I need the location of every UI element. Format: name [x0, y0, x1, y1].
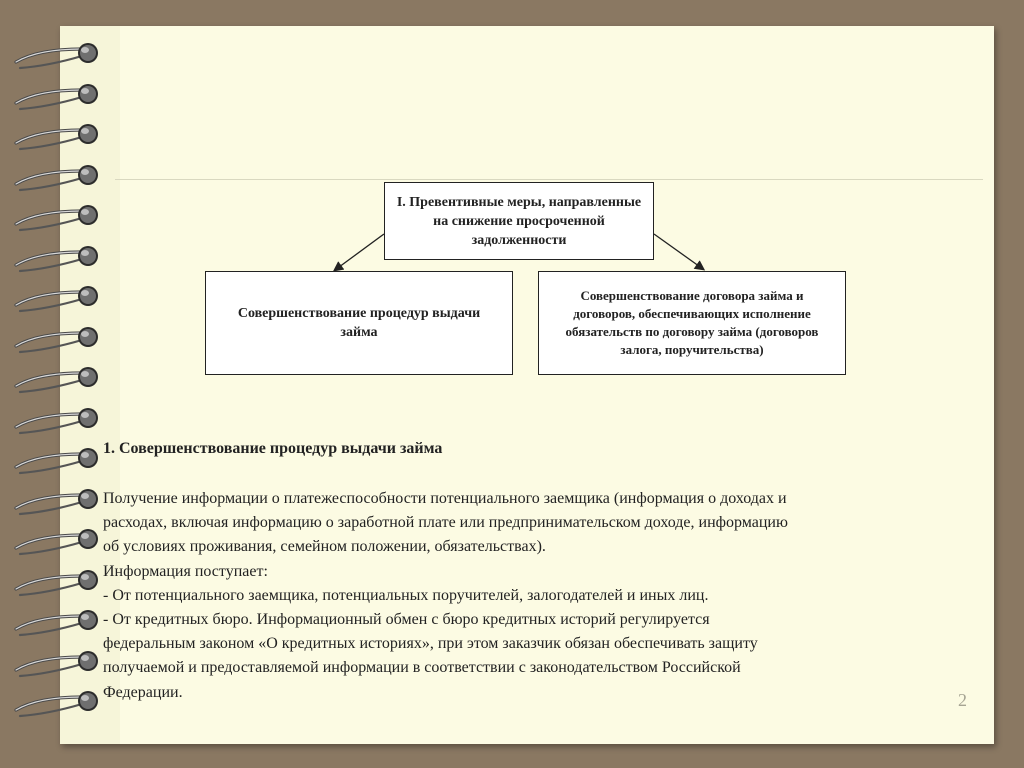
- body-line: получаемой и предоставляемой информации в соответствии с законодательством Российской: [103, 659, 741, 677]
- loan-procedures-label: Совершенствование процедур выдачи займа: [237, 306, 481, 340]
- spiral-binding-ring-icon: [8, 243, 108, 273]
- body-line: Федерации.: [103, 683, 183, 701]
- spiral-binding-ring-icon: [8, 162, 108, 192]
- spiral-binding-ring-icon: [8, 324, 108, 354]
- spiral-binding-ring-icon: [8, 688, 108, 718]
- spiral-binding-ring-icon: [8, 526, 108, 556]
- body-line: об условиях проживания, семейном положении, обязательствах).: [103, 538, 546, 556]
- spiral-binding-ring-icon: [8, 81, 108, 111]
- page-number: 2: [958, 690, 967, 710]
- spiral-binding-ring-icon: [8, 121, 108, 151]
- body-line: расходах, включая информацию о заработной плате или предпринимательском доходе, информацию: [103, 514, 788, 532]
- body-line: Получение информации о платежеспособности потенциального заемщика (информация о доходах и: [103, 490, 787, 507]
- body-line: федеральным законом «О кредитных историях», при этом заказчик обязан обеспечивать защиту: [103, 635, 758, 653]
- spiral-binding-ring-icon: [8, 445, 108, 475]
- spiral-binding-ring-icon: [8, 607, 108, 637]
- spiral-binding-ring-icon: [8, 40, 108, 70]
- loan-procedures-box: [205, 271, 513, 375]
- spiral-binding-ring-icon: [8, 283, 108, 313]
- spiral-binding-ring-icon: [8, 364, 108, 394]
- preventive-measures-label: I. Превентивные меры, направленные на снижение просроченной задолженности: [396, 194, 642, 248]
- body-line: - От кредитных бюро. Информационный обмен с бюро кредитных историй регулируется: [103, 611, 710, 629]
- spiral-binding-ring-icon: [8, 405, 108, 435]
- spiral-binding-ring-icon: [8, 567, 108, 597]
- spiral-binding-ring-icon: [8, 202, 108, 232]
- loan-agreement-label: Совершенствование договора займа и договоров, обеспечивающих исполнение обязательств по договору займа (договоров залога, поручительства): [565, 288, 819, 357]
- section-title: 1. Совершенствование процедур выдачи займа: [103, 440, 443, 457]
- section-body: [103, 487, 983, 705]
- body-line: Информация поступает:: [103, 562, 268, 580]
- header-rule: [115, 179, 983, 180]
- spiral-binding-ring-icon: [8, 648, 108, 678]
- body-line: - От потенциального заемщика, потенциальных поручителей, залогодателей и иных лиц.: [103, 586, 709, 604]
- preventive-measures-box: [384, 182, 654, 260]
- spiral-binding-ring-icon: [8, 486, 108, 516]
- loan-agreement-box: [538, 271, 846, 375]
